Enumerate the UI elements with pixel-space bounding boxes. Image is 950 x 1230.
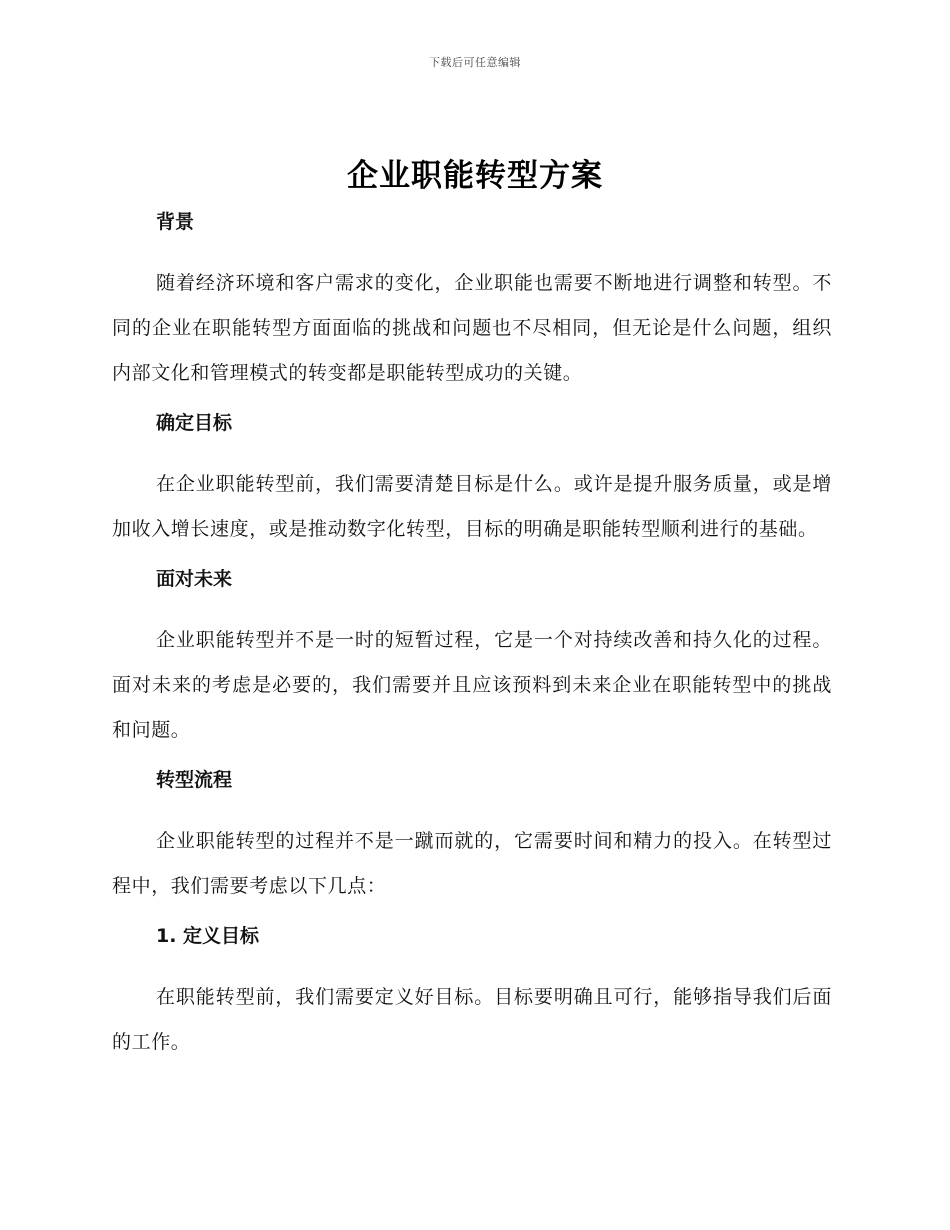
section-background: [112, 205, 832, 406]
section-heading: 1. 定义目标: [156, 925, 260, 947]
section-paragraph: 企业职能转型的过程并不是一蹴而就的，它需要时间和精力的投入。在转型过程中，我们需要考虑以下几点：: [112, 830, 832, 897]
section-paragraph: 在职能转型前，我们需要定义好目标。目标要明确且可行，能够指导我们后面的工作。: [112, 986, 832, 1053]
section-heading: 转型流程: [156, 769, 233, 791]
section-future: [112, 562, 832, 763]
section-define-goal: [112, 406, 832, 562]
section-process: [112, 763, 832, 919]
section-heading: 确定目标: [156, 412, 233, 434]
section-heading: 背景: [156, 211, 195, 233]
section-paragraph: 随着经济环境和客户需求的变化，企业职能也需要不断地进行调整和转型。不同的企业在职能转型方面面临的挑战和问题也不尽相同，但无论是什么问题，组织内部文化和管理模式的转变都是职能转型成功的关键。: [112, 272, 832, 384]
header-note: 下载后可任意编辑: [429, 56, 521, 69]
section-step-define-goal: [112, 919, 832, 1065]
document-title: 企业职能转型方案: [347, 158, 603, 194]
document-body: [112, 205, 832, 1065]
section-paragraph: 企业职能转型并不是一时的短暂过程，它是一个对持续改善和持久化的过程。面对未来的考虑是必要的，我们需要并且应该预料到未来企业在职能转型中的挑战和问题。: [112, 629, 832, 741]
section-heading: 面对未来: [156, 568, 233, 590]
section-paragraph: 在企业职能转型前，我们需要清楚目标是什么。或许是提升服务质量，或是增加收入增长速度，或是推动数字化转型，目标的明确是职能转型顺利进行的基础。: [112, 473, 832, 540]
